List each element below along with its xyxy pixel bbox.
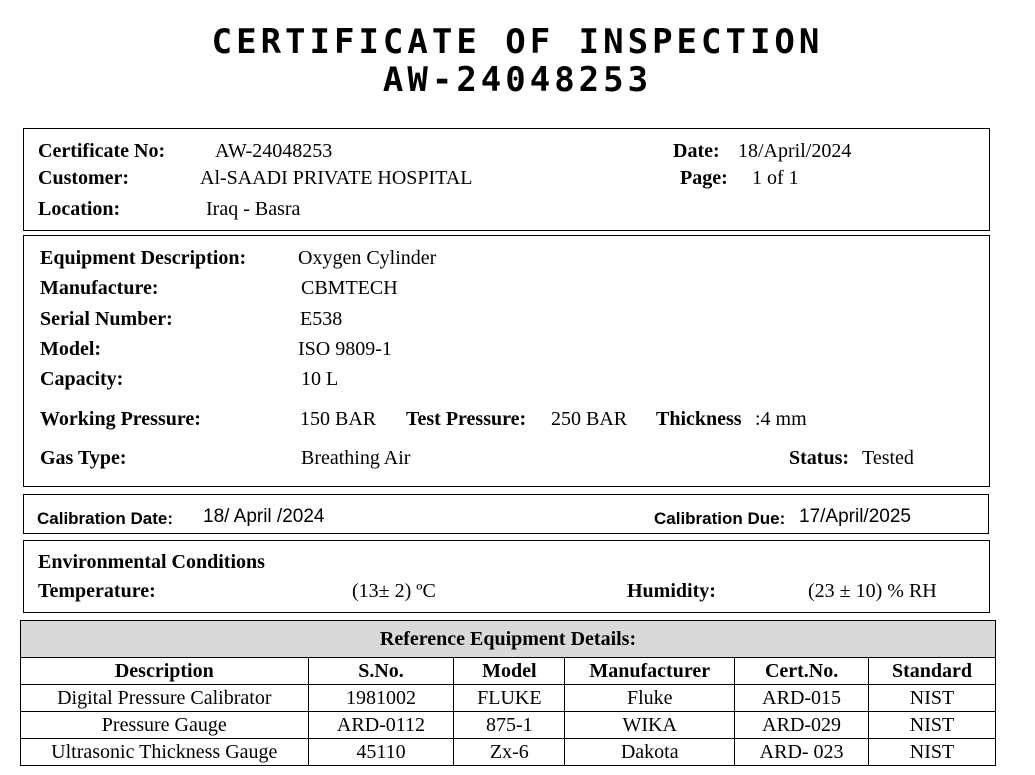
column-header: Description bbox=[21, 658, 309, 685]
status-label: Status: bbox=[789, 447, 850, 469]
capacity-label: Capacity: bbox=[40, 368, 124, 390]
table-cell: ARD-015 bbox=[735, 685, 869, 712]
table-row bbox=[21, 685, 996, 712]
table-cell: Fluke bbox=[565, 685, 735, 712]
column-header: Standard bbox=[869, 658, 996, 685]
column-header: Model bbox=[454, 658, 565, 685]
working-pressure-value: 150 BAR bbox=[300, 408, 377, 430]
location-value: Iraq - Basra bbox=[206, 198, 301, 220]
table-cell: WIKA bbox=[565, 712, 735, 739]
column-header: Manufacturer bbox=[565, 658, 735, 685]
gas-type-value: Breathing Air bbox=[301, 447, 411, 469]
manufacture-value: CBMTECH bbox=[301, 277, 398, 299]
calibration-due-label: Calibration Due: bbox=[654, 509, 786, 528]
column-header: Cert.No. bbox=[735, 658, 869, 685]
date-value: 18/April/2024 bbox=[738, 140, 852, 162]
table-cell: NIST bbox=[869, 685, 996, 712]
model-label: Model: bbox=[40, 338, 102, 360]
table-cell: 1981002 bbox=[308, 685, 454, 712]
table-row bbox=[21, 712, 996, 739]
table-cell: Ultrasonic Thickness Gauge bbox=[21, 739, 309, 766]
status-value: Tested bbox=[862, 447, 914, 469]
table-cell: NIST bbox=[869, 712, 996, 739]
serial-number-value: E538 bbox=[300, 308, 343, 330]
date-label: Date: bbox=[673, 140, 720, 162]
equipment-description-label: Equipment Description: bbox=[40, 247, 247, 269]
table-cell: ARD-0112 bbox=[308, 712, 454, 739]
humidity-label: Humidity: bbox=[627, 580, 716, 602]
location-label: Location: bbox=[38, 198, 121, 220]
page-label: Page: bbox=[680, 167, 728, 189]
test-pressure-value: 250 BAR bbox=[551, 408, 628, 430]
table-header-row bbox=[21, 658, 996, 685]
customer-value: Al-SAADI PRIVATE HOSPITAL bbox=[200, 167, 473, 189]
table-cell: FLUKE bbox=[454, 685, 565, 712]
table-cell: Dakota bbox=[565, 739, 735, 766]
gas-type-label: Gas Type: bbox=[40, 447, 127, 469]
table-cell: 875-1 bbox=[454, 712, 565, 739]
table-cell: Zx-6 bbox=[454, 739, 565, 766]
serial-number-label: Serial Number: bbox=[40, 308, 173, 330]
table-cell: 45110 bbox=[308, 739, 454, 766]
table-row bbox=[21, 739, 996, 766]
model-value: ISO 9809-1 bbox=[298, 338, 392, 360]
capacity-value: 10 L bbox=[301, 368, 339, 390]
working-pressure-label: Working Pressure: bbox=[40, 408, 201, 430]
column-header: S.No. bbox=[308, 658, 454, 685]
cert-no-value: AW-24048253 bbox=[215, 140, 333, 162]
calibration-date-value: 18/ April /2024 bbox=[203, 506, 325, 527]
environment-heading: Environmental Conditions bbox=[38, 551, 265, 573]
certificate-number-title: AW-24048253 bbox=[382, 60, 653, 100]
table-cell: Digital Pressure Calibrator bbox=[21, 685, 309, 712]
table-cell: ARD- 023 bbox=[735, 739, 869, 766]
table-cell: NIST bbox=[869, 739, 996, 766]
calibration-date-label: Calibration Date: bbox=[37, 509, 174, 528]
thickness-label: Thickness bbox=[656, 408, 742, 430]
cert-no-label: Certificate No: bbox=[38, 140, 166, 162]
table-cell: Pressure Gauge bbox=[21, 712, 309, 739]
humidity-value: (23 ± 10) % RH bbox=[808, 580, 937, 602]
reference-equipment-table bbox=[20, 620, 996, 766]
calibration-due-value: 17/April/2025 bbox=[799, 506, 911, 527]
test-pressure-label: Test Pressure: bbox=[406, 408, 527, 430]
page-value: 1 of 1 bbox=[752, 167, 799, 189]
temperature-value: (13± 2) ºC bbox=[352, 580, 436, 602]
thickness-value: :4 mm bbox=[755, 408, 807, 430]
certificate-title: CERTIFICATE OF INSPECTION bbox=[211, 22, 824, 62]
equipment-description-value: Oxygen Cylinder bbox=[298, 247, 437, 269]
customer-label: Customer: bbox=[38, 167, 130, 189]
table-cell: ARD-029 bbox=[735, 712, 869, 739]
manufacture-label: Manufacture: bbox=[40, 277, 159, 299]
temperature-label: Temperature: bbox=[38, 580, 156, 602]
reference-heading: Reference Equipment Details: bbox=[21, 621, 996, 658]
